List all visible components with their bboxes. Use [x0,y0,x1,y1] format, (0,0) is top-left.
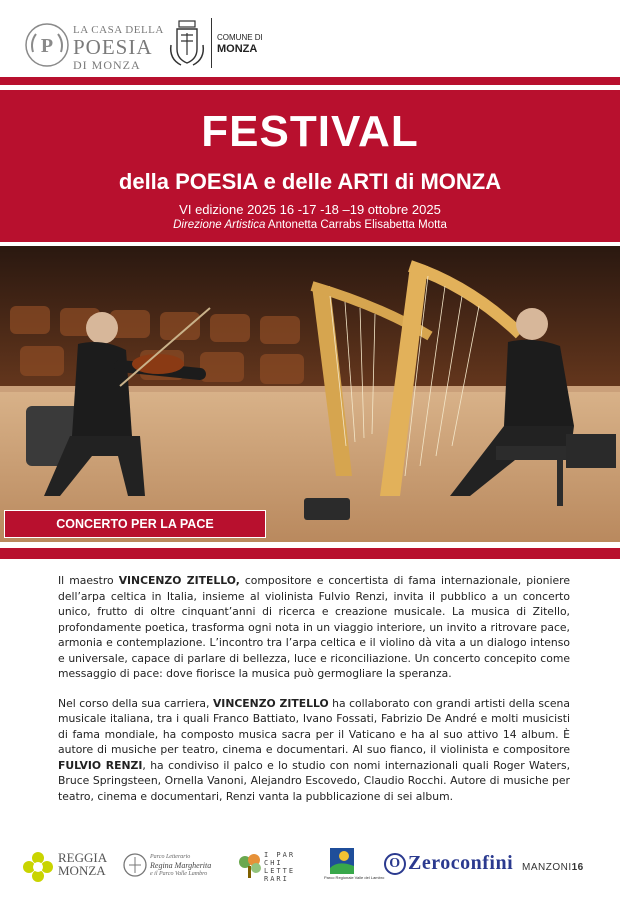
reggia-line2: MONZA [58,863,106,878]
header-divider [211,18,212,68]
header [0,0,620,74]
concert-photo [0,246,620,542]
comune-wordmark [217,34,263,55]
casa-line3: DI MONZA [73,58,141,72]
casa-line2: POESIA [73,35,153,59]
p2-rest: , ha condiviso il palco e lo studio con nomi internazionali quali Roger Waters, Bruce Springsteen, Ornella Vanoni, Alejandro Escovedo, Claudio Rocchi. Autore di musiche per teatro, cinema e documentari, Renzi vanta la pubblicazione di sei album. [58,758,571,803]
manzoni16-logo [522,862,584,873]
reggia-monza-logo [58,851,107,877]
paragraph-2 [58,696,570,805]
ipar-line4: RARI [264,875,289,883]
festival-edition: VI edizione 2025 16 -17 -18 –19 ottobre 2025 [179,202,441,217]
zeroconfini-text: Zeroconfini [408,852,514,874]
ipar-line3: LETTE [264,867,296,875]
ipar-line2: CHI [264,859,283,867]
p1-intro: Il maestro [58,574,119,587]
paragraph-1 [58,573,570,682]
p1-artist-name: VINCENZO ZITELLO, [118,574,240,587]
i-parchi-letterari-logo [264,851,295,883]
parco-line1: Parco Letterario [150,854,191,860]
direction-names: Antonetta Carrabs Elisabetta Motta [265,219,447,231]
parco-letterario-crest-icon [122,851,148,881]
concerto-label: CONCERTO PER LA PACE [4,510,266,538]
parco-line3: e il Parco Valle Lambro [150,870,208,877]
parco-letterario-logo [150,854,211,878]
valle-lambro-label: Parco Regionale Valle del Lambro [324,875,385,880]
festival-direction [0,220,620,232]
festival-subtitle: della POESIA e delle ARTI di MONZA [118,169,502,194]
p2-artist-name-2: FULVIO RENZI [58,758,143,772]
comune-line1: COMUNE DI [217,33,263,42]
casa-line1: LA CASA DELLA [73,24,164,36]
casa-poesia-logo [24,22,70,68]
bottom-red-stripe [0,548,620,559]
concert-photo-illustration [0,246,620,542]
festival-title: FESTIVAL [201,107,419,156]
reggia-flower-icon [22,851,54,883]
casa-poesia-wordmark [73,25,164,71]
p2-artist-name-1: VINCENZO ZITELLO [212,696,329,710]
reggia-line1: REGGIA [58,850,108,865]
direction-label: Direzione Artistica [173,219,266,231]
top-red-stripe [0,77,620,85]
ipar-line1: I PAR [264,851,296,859]
festival-banner [0,90,620,242]
valle-lambro-emblem-icon [330,848,354,874]
p2-middle: ha collaborato con grandi artisti della scena musicale italiana, tra i quali Franco Battiato, Ivano Fossati, Fabrizio De André e molti musicisti di fama mondiale, ha composto musica sacra per il Vaticano e ha al suo attivo 14 album. È autore di musiche per teatro, cinema e documentari. Al suo fianco, il violinista e compositore [58,696,570,756]
manzoni-number: 16 [571,862,584,873]
zeroconfini-ring-icon: O [384,853,406,875]
manzoni-text: MANZONI [522,862,572,873]
tree-icon [236,852,264,880]
zeroconfini-logo [384,852,513,875]
monza-crest-logo [167,19,207,69]
comune-line2: MONZA [217,43,258,55]
parco-line2: Regina Margherita [150,861,212,871]
svg-text:P: P [40,35,54,57]
p2-intro: Nel corso della sua carriera, [58,696,213,710]
description-text [58,573,570,818]
p1-rest: compositore e concertista di fama internazionale, pioniere dell’arpa celtica in Italia, insieme al violinista Fulvio Renzi, invita il pubblico a un concerto unico, frutto di oltre cinquant’anni di ricerca e creazione musicale. La musica di Zitello, profondamente poetica, trasforma ogni nota in un viaggio interiore, un invito a ritrovare pace, armonia e contemplazione. L’incontro tra l’arpa celtica e il violino dà vita a un dialogo intenso e universale, capace di parlare di bellezza, luce e riconciliazione. Un concerto concepito come messaggio di pace: dove fiorisce la musica può germogliare la speranza. [58,574,571,680]
